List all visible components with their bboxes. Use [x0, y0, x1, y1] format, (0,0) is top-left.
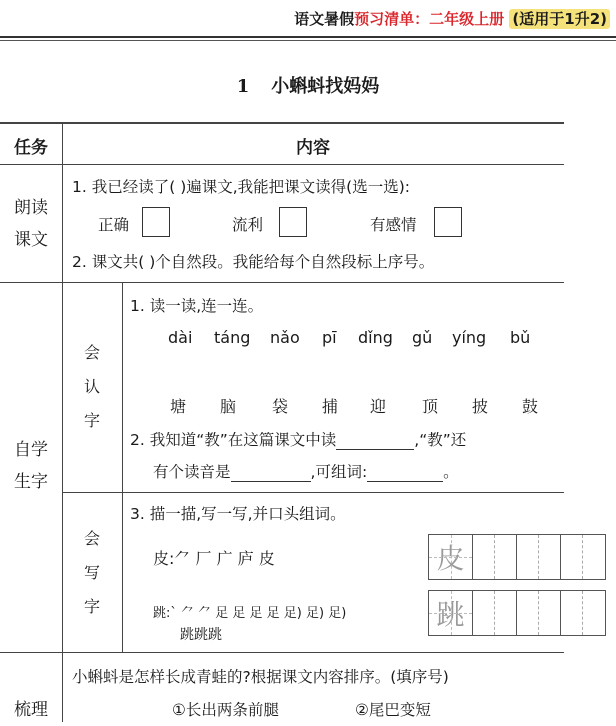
pinyin-item[interactable]: yíng — [452, 328, 487, 347]
pinyin-item[interactable]: pī — [322, 328, 337, 347]
header-part2: 预习清单：二年级上册 — [354, 10, 505, 28]
reading-label-line1: 朗读 — [14, 198, 48, 218]
page-header — [0, 0, 616, 40]
practice-cell[interactable] — [517, 591, 539, 635]
col-task-header: 任务 — [14, 138, 48, 158]
strokes-tiao: 跳:` ⺈ ⺈ 足 足 足 足 足) 足) 足) — [153, 606, 347, 621]
writing-grid-tiao — [428, 590, 606, 636]
strokes-tiao-end: 跳跳跳 — [180, 627, 222, 643]
reading-label — [1, 192, 61, 256]
hanzi-item[interactable]: 披 — [472, 397, 489, 416]
hanzi-item[interactable]: 鼓 — [522, 397, 539, 416]
hanzi-item[interactable]: 脑 — [220, 397, 237, 416]
practice-cell[interactable] — [561, 535, 583, 579]
header-rule-thin — [0, 40, 616, 41]
header-rule — [0, 36, 616, 38]
strokes-pi: 皮:⺈ 厂 广 庐 皮 — [153, 549, 275, 568]
pinyin-item[interactable]: dài — [168, 328, 193, 347]
practice-cell[interactable] — [473, 535, 495, 579]
sort-item-1: ①长出两条前腿 — [172, 701, 279, 719]
recognize-q1: 1. 读一读,连一连。 — [130, 297, 264, 315]
sort-label: 梳理 — [14, 700, 48, 720]
sublabel-column-border — [122, 282, 123, 652]
write-label-1: 会 — [83, 529, 100, 548]
selfstudy-label-line1: 自学 — [14, 440, 48, 460]
hanzi-item[interactable]: 顶 — [422, 397, 439, 416]
hanzi-item[interactable]: 迎 — [370, 397, 387, 416]
recognize-label-2: 认 — [83, 377, 100, 396]
selfstudy-row-border — [0, 652, 564, 653]
option-fluent-checkbox[interactable] — [279, 207, 307, 237]
sort-item-2: ②尾巴变短 — [355, 701, 431, 719]
pinyin-item[interactable]: nǎo — [270, 328, 300, 347]
lesson-title — [0, 72, 616, 98]
header-part1: 语文暑假 — [294, 10, 355, 28]
header-title — [294, 8, 610, 29]
table-top-border — [0, 122, 564, 124]
hanzi-item[interactable]: 塘 — [170, 397, 187, 416]
reading-row-border — [0, 282, 564, 283]
practice-cell[interactable] — [539, 535, 561, 579]
option-correct-checkbox[interactable] — [142, 207, 170, 237]
preview-table — [0, 122, 564, 722]
subrow-border — [62, 492, 564, 493]
selfstudy-label-line2: 生字 — [14, 472, 48, 492]
q2-text-d: ,可组词: — [310, 463, 368, 481]
trace-char-tiao: 跳 — [429, 591, 473, 635]
recognize-label-3: 字 — [83, 411, 100, 430]
practice-cell[interactable] — [473, 591, 495, 635]
recognize-q2-line1 — [130, 428, 466, 450]
pinyin-item[interactable]: bǔ — [510, 328, 531, 347]
selfstudy-label — [1, 434, 61, 498]
reading-label-line2: 课文 — [14, 230, 48, 250]
reading-q1: 1. 我已经读了( )遍课文,我能把课文读得(选一选): — [72, 178, 410, 196]
recognize-q2-line2 — [153, 460, 459, 482]
recognize-label — [62, 336, 122, 438]
other-pronunciation-blank[interactable] — [231, 463, 311, 482]
option-correct-label: 正确 — [98, 216, 130, 234]
practice-cell[interactable] — [561, 591, 583, 635]
word-blank[interactable] — [367, 463, 443, 482]
trace-char-pi: 皮 — [429, 535, 473, 579]
write-q3: 3. 描一描,写一写,并口头组词。 — [130, 505, 346, 523]
reading-q2: 2. 课文共( )个自然段。我能给每个自然段标上序号。 — [72, 253, 435, 271]
pinyin-item[interactable]: gǔ — [412, 328, 433, 347]
option-emotion-checkbox[interactable] — [434, 207, 462, 237]
header-row-border — [0, 164, 564, 165]
option-emotion-label: 有感情 — [370, 216, 417, 234]
pronunciation-blank[interactable] — [336, 431, 414, 450]
lesson-number: 1 — [236, 76, 250, 97]
sort-question: 小蝌蚪是怎样长成青蛙的?根据课文内容排序。(填序号) — [72, 668, 449, 686]
lesson-name: 小蝌蚪找妈妈 — [271, 76, 380, 97]
practice-cell[interactable] — [539, 591, 561, 635]
grade-badge: (适用于1升2) — [509, 9, 610, 29]
q2-text-c: 有个读音是 — [153, 463, 231, 481]
hanzi-item[interactable]: 捕 — [322, 397, 339, 416]
practice-cell[interactable] — [495, 591, 517, 635]
writing-grid-pi — [428, 534, 606, 580]
hanzi-item[interactable]: 袋 — [272, 397, 289, 416]
recognize-label-1: 会 — [83, 343, 100, 362]
col-content-header: 内容 — [296, 138, 330, 158]
option-fluent-label: 流利 — [232, 216, 264, 234]
pinyin-item[interactable]: dǐng — [358, 328, 393, 347]
practice-cell[interactable] — [517, 535, 539, 579]
pinyin-item[interactable]: táng — [214, 328, 251, 347]
write-label — [62, 522, 122, 624]
q2-text-a: 2. 我知道“教”在这篇课文中读 — [130, 431, 337, 449]
write-label-2: 写 — [83, 563, 100, 582]
write-label-3: 字 — [83, 597, 100, 616]
practice-cell[interactable] — [495, 535, 517, 579]
q2-text-b: ,“教”还 — [414, 431, 467, 449]
practice-cell[interactable] — [583, 591, 605, 635]
q2-text-e: 。 — [443, 463, 459, 481]
practice-cell[interactable] — [583, 535, 605, 579]
